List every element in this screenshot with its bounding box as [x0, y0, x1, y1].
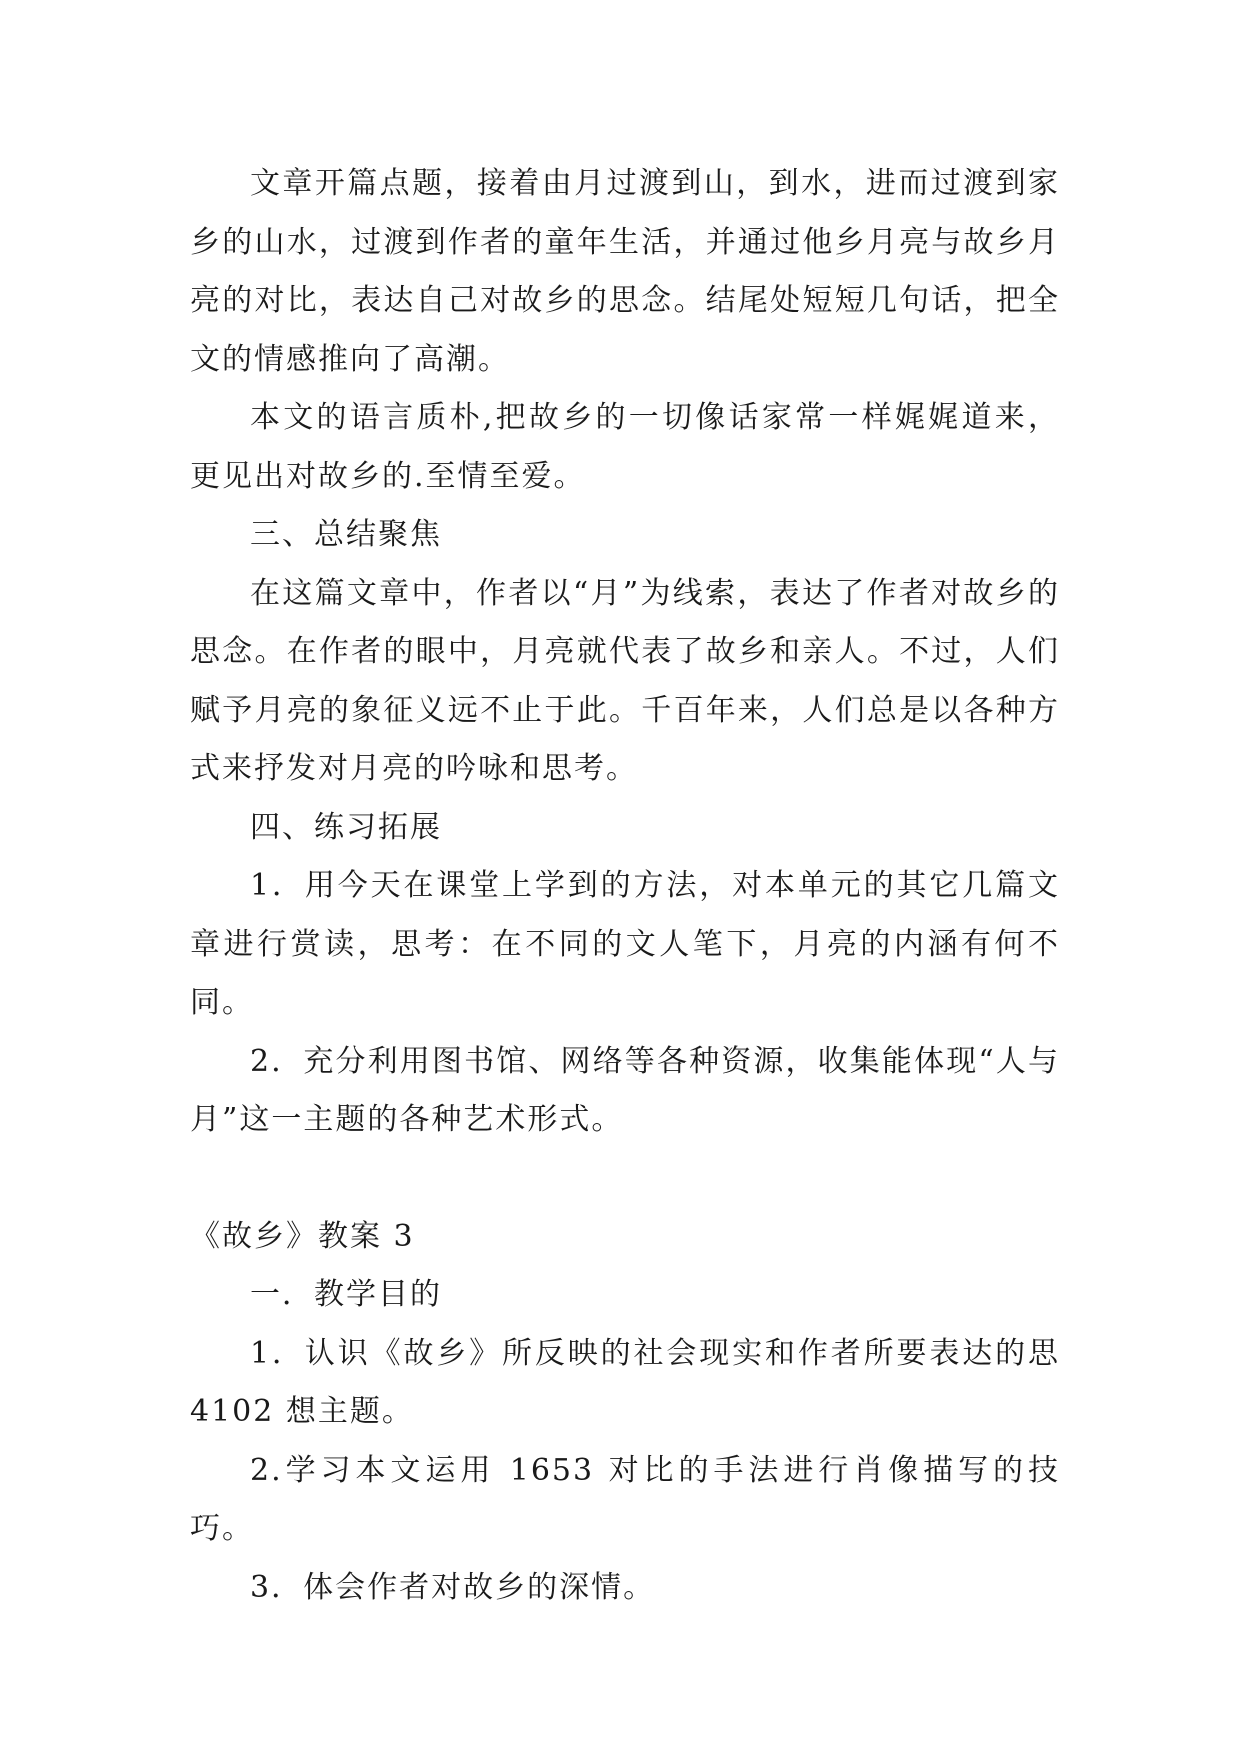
goal-item-2: 2.学习本文运用 1653 对比的手法进行肖像描写的技巧。: [190, 1452, 1060, 1546]
heading-teaching-goals: 一．教学目的: [250, 1277, 442, 1312]
paragraph-analysis: 文章开篇点题，接着由月过渡到山，到水，进而过渡到家乡的山水，过渡到作者的童年生活，并通过他乡月亮与故乡月亮的对比，表达自己对故乡的思念。结尾处短短几句话，把全文的情感推向了高潮。: [190, 166, 1060, 377]
goal-item-3: 3．体会作者对故乡的深情。: [250, 1569, 656, 1605]
section-gap: [190, 1150, 1060, 1208]
heading-summary: 三、总结聚焦: [250, 517, 442, 552]
heading-practice: 四、练习拓展: [250, 809, 442, 845]
section-title: 《故乡》教案 3: [190, 1218, 415, 1254]
paragraph-summary: 在这篇文章中，作者以“月”为线索，表达了作者对故乡的思念。在作者的眼中，月亮就代表了故乡和亲人。不过，人们赋予月亮的象征义远不止于此。千百年来，人们总是以各种方式来抒发对月亮的吟咏和思考。: [190, 575, 1060, 786]
practice-item-2: 2．充分利用图书馆、网络等各种资源，收集能体现“人与月”这一主题的各种艺术形式。: [190, 1043, 1060, 1137]
goal-item-1: 1．认识《故乡》所反映的社会现实和作者所要表达的思 4102 想主题。: [190, 1335, 1060, 1429]
document-body: [190, 155, 1060, 1617]
paragraph-language: 本文的语言质朴,把故乡的一切像话家常一样娓娓道来，更见出对故乡的.至情至爱。: [190, 400, 1060, 494]
practice-item-1: 1．用今天在课堂上学到的方法，对本单元的其它几篇文章进行赏读，思考：在不同的文人笔下，月亮的内涵有何不同。: [190, 868, 1060, 1020]
